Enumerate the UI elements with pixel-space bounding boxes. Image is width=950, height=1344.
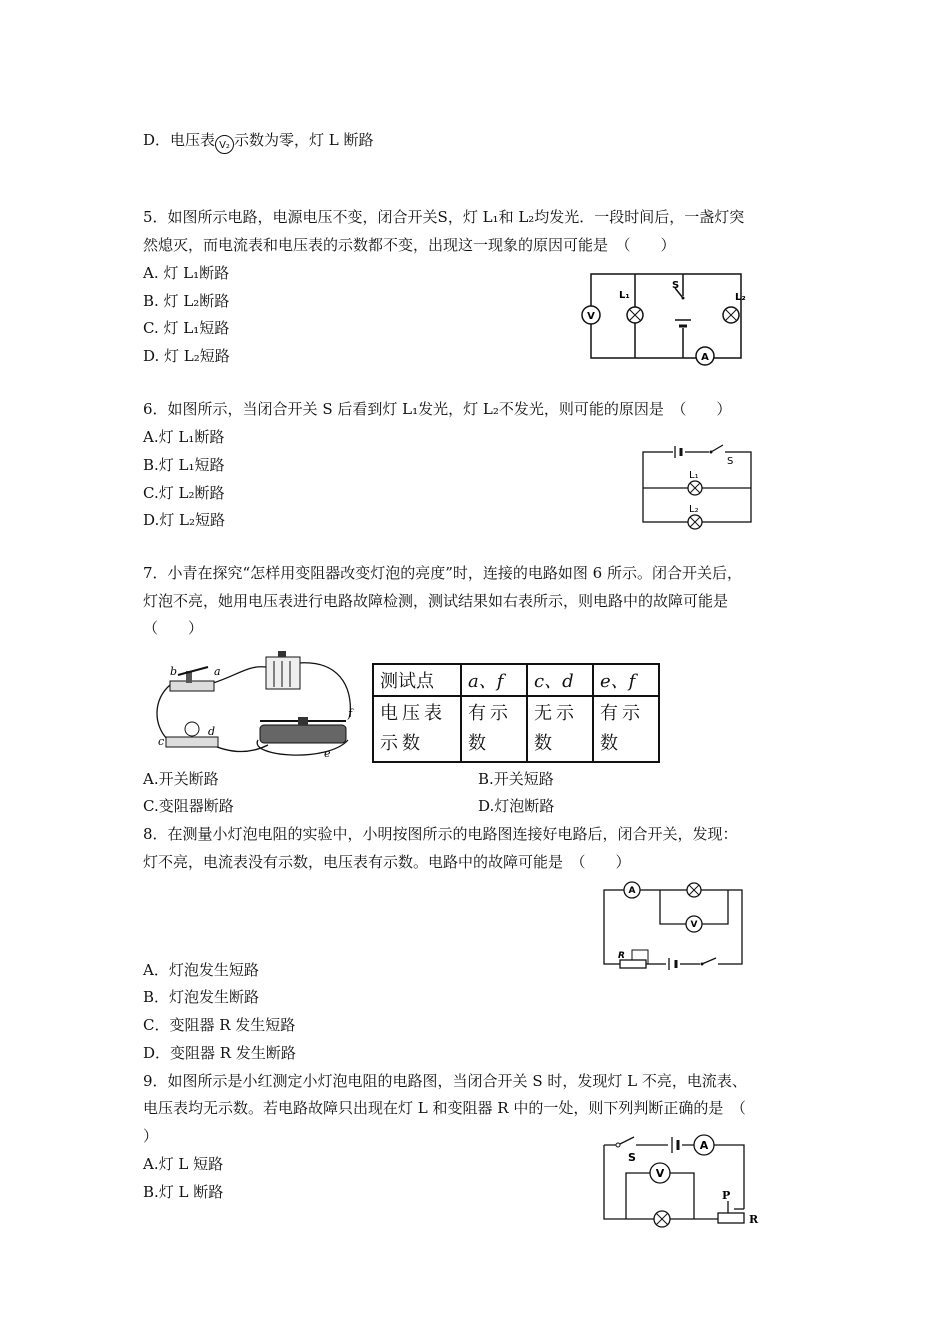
table-header-test-point: 测试点 <box>373 664 461 696</box>
q4-option-d <box>143 130 374 154</box>
svg-text:a: a <box>214 665 221 678</box>
q7-stem-line1: 7．小青在探究“怎样用变阻器改变灯泡的亮度”时，连接的电路如图 6 所示。闭合开关后， <box>143 564 742 582</box>
svg-text:A: A <box>628 886 636 896</box>
q7-option-d: D.灯泡断路 <box>478 797 555 815</box>
svg-text:b: b <box>170 665 178 678</box>
lamp-l2-icon <box>688 504 702 529</box>
q7-stem-line2: 灯泡不亮，她用电压表进行电路故障检测，测试结果如右表所示，则电路中的故障可能是 <box>143 592 729 610</box>
svg-text:L₂: L₂ <box>689 504 699 515</box>
q4-option-d-prefix: D．电压表 <box>143 131 216 149</box>
q5-stem-line2: 然熄灭，而电流表和电压表的示数都不变，出现这一现象的原因可能是 （ ） <box>143 236 676 254</box>
svg-text:f: f <box>348 707 353 720</box>
q5-option-c: C. 灯 L₁短路 <box>143 319 230 337</box>
bulb-holder-icon <box>158 722 218 748</box>
q7-stem-line3: （ ） <box>143 619 204 637</box>
svg-text:e: e <box>324 747 331 760</box>
svg-text:V: V <box>690 920 698 930</box>
voltmeter-v2-icon: V₂ <box>215 135 234 154</box>
knife-switch-icon <box>170 665 221 691</box>
q6-stem: 6．如图所示，当闭合开关 S 后看到灯 L₁发光，灯 L₂不发光，则可能的原因是 （ ） <box>143 400 732 418</box>
switch-s-icon <box>672 280 689 326</box>
q5-option-a: A. 灯 L₁断路 <box>143 264 230 282</box>
q5-option-b: B. 灯 L₂断路 <box>143 292 230 310</box>
q5-option-d: D. 灯 L₂短路 <box>143 347 230 365</box>
q7-option-c: C.变阻器断路 <box>143 797 234 815</box>
battery-icon <box>673 446 685 458</box>
q4-option-d-suffix: 示数为零，灯 L 断路 <box>234 131 374 149</box>
ammeter-icon <box>694 1135 714 1155</box>
battery-icon <box>666 958 680 970</box>
q8-option-b: B．灯泡发生断路 <box>143 988 260 1006</box>
rheostat-icon <box>718 1189 759 1226</box>
table-cell-af: 有示数 <box>461 696 527 762</box>
lamp-l2-icon <box>723 292 746 323</box>
svg-text:R: R <box>618 951 625 961</box>
q7-test-table <box>372 663 660 763</box>
rheostat-icon <box>260 707 354 760</box>
q6-option-c: C.灯 L₂断路 <box>143 484 225 502</box>
voltmeter-icon <box>582 306 600 324</box>
q8-stem-line2: 灯不亮，电流表没有示数，电压表有示数。电路中的故障可能是 （ ） <box>143 853 631 871</box>
table-header-ef: e、f <box>593 664 659 696</box>
q9-stem-line3: ） <box>143 1127 159 1145</box>
q8-option-d: D．变阻器 R 发生断路 <box>143 1044 296 1062</box>
svg-text:V: V <box>587 311 595 322</box>
q9-stem-line1: 9．如图所示是小红测定小灯泡电阻的电路图，当闭合开关 S 时，发现灯 L 不亮，电流表、 <box>143 1072 747 1090</box>
switch-s-icon <box>616 1137 636 1164</box>
svg-text:S: S <box>628 1151 636 1164</box>
lamp-l1-icon <box>619 290 643 323</box>
q6-option-a: A.灯 L₁断路 <box>143 428 225 446</box>
q7-option-a: A.开关断路 <box>143 770 219 788</box>
table-cell-ef: 有示数 <box>593 696 659 762</box>
q5-circuit-diagram <box>575 268 755 372</box>
table-row <box>373 696 659 762</box>
voltmeter-icon <box>686 916 702 932</box>
q7-option-b: B.开关短路 <box>478 770 554 788</box>
q7-circuit-photo <box>148 645 358 765</box>
lamp-l1-icon <box>688 470 702 495</box>
svg-text:A: A <box>701 352 709 363</box>
ammeter-icon <box>696 347 714 365</box>
voltmeter-icon <box>650 1163 670 1183</box>
svg-text:S: S <box>672 280 680 291</box>
q9-circuit-diagram <box>594 1125 770 1237</box>
battery-box-icon <box>266 651 300 689</box>
svg-text:V: V <box>655 1167 665 1180</box>
q5-stem-line1: 5．如图所示电路，电源电压不变，闭合开关S，灯 L₁和 L₂均发光．一段时间后，一盏灯突 <box>143 208 745 226</box>
q6-circuit-diagram <box>633 440 763 530</box>
svg-text:R: R <box>749 1213 759 1226</box>
table-row <box>373 664 659 696</box>
lamp-l-icon <box>654 1211 670 1227</box>
q8-option-c: C．变阻器 R 发生短路 <box>143 1016 296 1034</box>
q8-option-a: A．灯泡发生短路 <box>143 961 259 979</box>
switch-s-icon <box>709 445 733 467</box>
svg-text:c: c <box>158 735 165 748</box>
svg-text:P: P <box>722 1189 731 1202</box>
table-header-cd: c、d <box>527 664 593 696</box>
switch-icon <box>700 958 718 966</box>
q8-stem-line1: 8．在测量小灯泡电阻的实验中，小明按图所示的电路图连接好电路后，闭合开关，发现： <box>143 825 738 843</box>
q9-option-a: A.灯 L 短路 <box>143 1155 224 1173</box>
table-cell-cd: 无示数 <box>527 696 593 762</box>
svg-text:L₂: L₂ <box>735 292 746 303</box>
svg-text:d: d <box>208 725 216 738</box>
svg-text:L₁: L₁ <box>689 470 699 481</box>
table-header-af: a、f <box>461 664 527 696</box>
q6-option-d: D.灯 L₂短路 <box>143 511 226 529</box>
battery-icon <box>668 1137 682 1153</box>
q9-option-b: B.灯 L 断路 <box>143 1183 224 1201</box>
svg-text:A: A <box>699 1139 709 1152</box>
q9-stem-line2: 电压表均无示数。若电路故障只出现在灯 L 和变阻器 R 中的一处，则下列判断正确的是 （ <box>143 1099 746 1117</box>
ammeter-icon <box>624 882 640 898</box>
table-row-label: 电压表示数 <box>373 696 461 762</box>
q6-option-b: B.灯 L₁短路 <box>143 456 225 474</box>
lamp-icon <box>687 883 701 897</box>
rheostat-icon <box>618 950 648 968</box>
q8-circuit-diagram <box>596 878 756 972</box>
svg-text:S: S <box>727 456 734 467</box>
svg-text:L₁: L₁ <box>619 290 630 301</box>
